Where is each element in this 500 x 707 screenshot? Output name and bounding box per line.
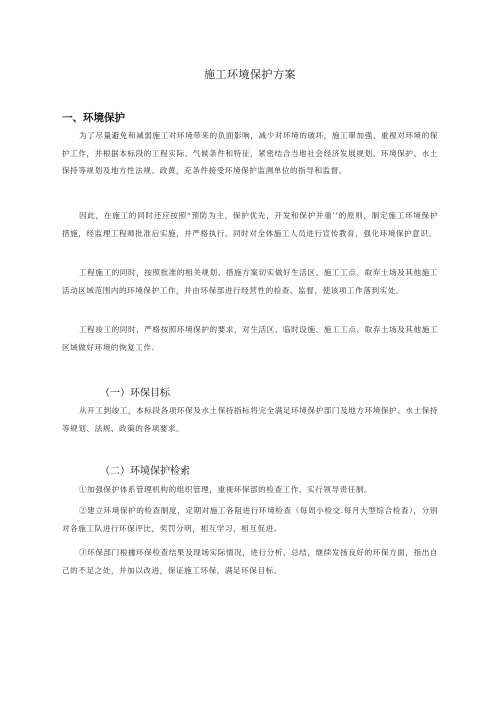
subsection-heading-targets: （一）环保目标 xyxy=(100,388,170,399)
paragraph-construction: 工程施工的同时，按照批准的相关规划、措施方案切实做好生活区、施工工点、取弃土场及其他施工活动区域范围内的环境保护工作，并由环保部进行经营性的检查、监督，使该项工作落到实处。 xyxy=(62,268,438,295)
paragraph-inspection-1: ①加强保护体系管理机构的组织管理，重视环保部的检查工作，实行领导责任制。 xyxy=(79,485,373,494)
paragraph-completion: 工程竣工的同时，严格按照环境保护的要求，对生活区、临时设施、施工工点、取弃土场及其他施工区域做好环境的恢复工作. xyxy=(62,325,438,352)
section-heading-environmental-protection: 一、环境保护 xyxy=(62,112,125,124)
paragraph-principle: 因此，在施工的同时还应按照“预防为主，保护优先，开发和保护并重’’的原则，制定施工环境保护措施，经监理工程师批准后实施，并严格执行。同时对全体施工人员进行宣传教育，强化环境保护意识。 xyxy=(62,211,438,238)
paragraph-inspection-2: ②建立环境保护的检查制度，定期对施工各阻进行环境检查（每周小检交.每月大型综合检查），分别对各施工队进行环保评比，奖罚分明，相互学习，相互促进。 xyxy=(62,506,438,533)
paragraph-intro: 为了尽量避免和减弱施工对环境带来的负面影响，减少对环境的破坏，施工單加强、重视对环境的保护工作，并根据本标段的工程实际、气候条件和特征，紧密结合当地社会经济发展规划、环境保护、水土保持等规划及地方性法规、政黄，充条件接受环境保护监测单位的指导和监督。 xyxy=(62,131,438,175)
document-title: 施工环境保护方案 xyxy=(204,68,296,81)
paragraph-targets: 从开工到竣工，本标段各项环保及水土保持指标将完全满足环境保护部门及地方环境保护、水土保持等规划、法规、政策的各项要求。 xyxy=(62,406,438,433)
paragraph-inspection-3: ③环保部门根據环保检查结果及现场实际情况，进行分析、总结，继续发扬良好的环保方面，指出自己的不足之处，并加以改进，保证施工环保，满足环保目标。 xyxy=(62,548,438,575)
subsection-heading-inspection: （二）环境保护检索 xyxy=(100,466,190,477)
